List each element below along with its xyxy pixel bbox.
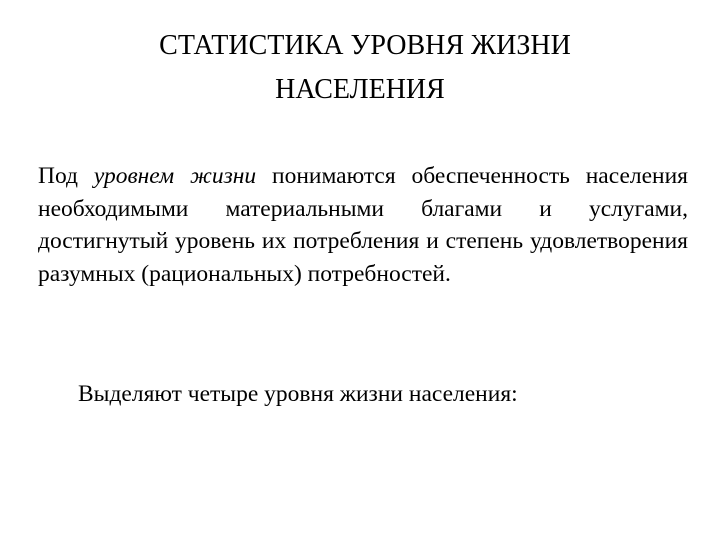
page-title [0,24,720,112]
definition-term: уровнем жизни [93,163,257,189]
definition-paragraph [38,160,688,290]
title-line-1: СТАТИСТИКА УРОВНЯ ЖИЗНИ [159,30,571,61]
title-line-2: НАСЕЛЕНИЯ [275,74,445,105]
definition-lead: Под [38,163,94,189]
definition-text: понимаются обеспеченность населения необходимыми материальными благами и услугами, достигнутый уровень их потребления и степень удовлетворения разумных (рациональных) потребностей. [38,163,688,287]
levels-intro: Выделяют четыре уровня жизни населения: [78,381,518,407]
